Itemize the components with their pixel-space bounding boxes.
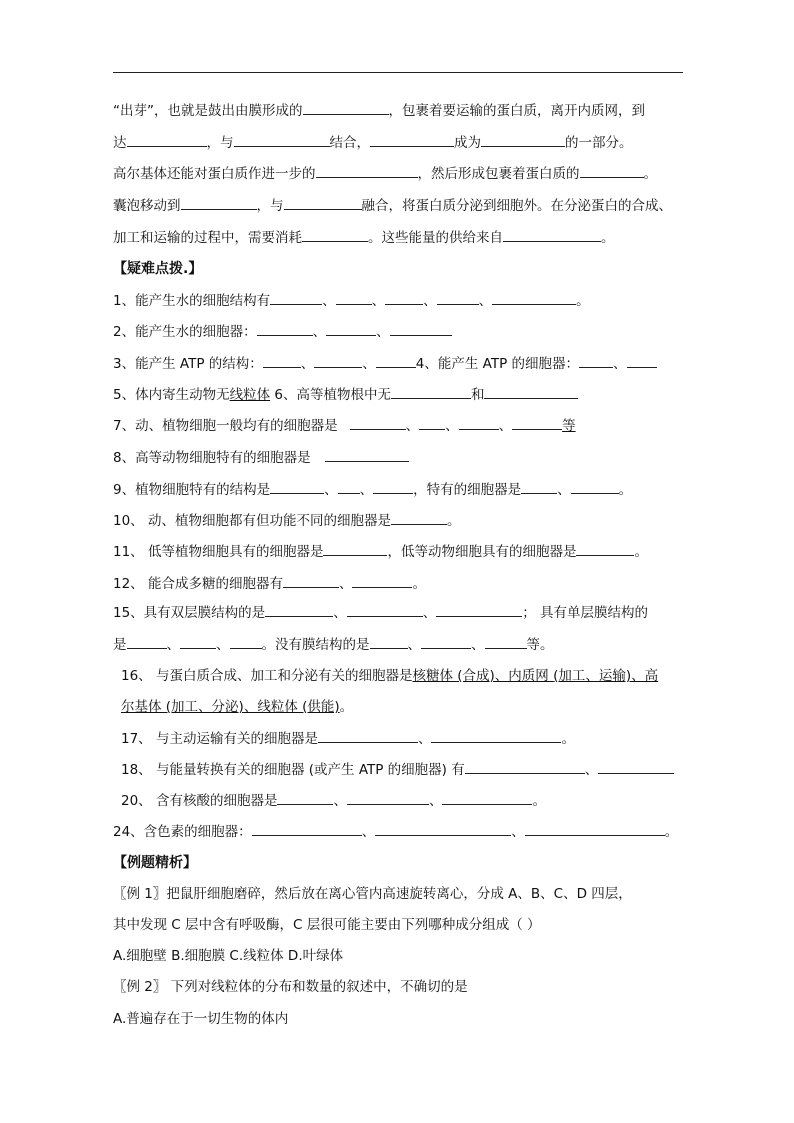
- fill-blank[interactable]: [127, 133, 207, 147]
- question-2: [113, 322, 452, 342]
- question-16-line-2: [121, 697, 353, 717]
- text: 2、能产生水的细胞器：: [113, 324, 257, 340]
- text: 。: [446, 513, 461, 529]
- text: ，与: [256, 198, 284, 214]
- fill-blank[interactable]: [270, 480, 324, 494]
- text: 24、含色素的细胞器：: [113, 824, 252, 840]
- example-1-line-2: 其中发现 C 层中含有呼吸酶，C 层很可能主要由下列哪种成分组成（ ）: [113, 917, 541, 933]
- fill-blank[interactable]: [323, 542, 387, 556]
- fill-blank[interactable]: [370, 635, 408, 649]
- fill-blank[interactable]: [525, 822, 665, 836]
- text: 17、 与主动运输有关的细胞器是: [121, 731, 318, 747]
- separator: 、: [376, 324, 390, 340]
- section-heading-examples: 【例题精析】: [113, 855, 197, 871]
- text: 9、植物细胞特有的结构是: [113, 482, 271, 498]
- separator: 、: [333, 605, 347, 621]
- fill-blank[interactable]: [376, 354, 416, 368]
- question-12: [113, 574, 426, 594]
- question-16-line-1: [121, 666, 658, 686]
- text: 结合，: [329, 135, 370, 151]
- fill-blank[interactable]: [302, 228, 368, 242]
- text: 。没有膜结构的是: [261, 637, 370, 653]
- fill-blank[interactable]: [580, 164, 644, 178]
- fill-blank[interactable]: [252, 822, 362, 836]
- fill-blank[interactable]: [579, 354, 613, 368]
- fill-blank[interactable]: [370, 133, 454, 147]
- question-11: [113, 542, 648, 562]
- text: 18、 与能量转换有关的细胞器 (或产生 ATP 的细胞器) 有: [121, 762, 465, 778]
- question-8: [113, 448, 409, 468]
- fill-blank[interactable]: [390, 322, 452, 336]
- separator: 、: [322, 293, 336, 309]
- fill-blank[interactable]: [391, 385, 471, 399]
- fill-blank[interactable]: [230, 635, 262, 649]
- fill-blank[interactable]: [576, 542, 634, 556]
- text: 1、能产生水的细胞结构有: [113, 293, 271, 309]
- separator: 、: [422, 605, 437, 621]
- text: 融合，将蛋白质分泌到细胞外。在分泌蛋白的合成、: [361, 198, 672, 214]
- separator: 、: [511, 824, 525, 840]
- text: 。这些能量的供给来自: [368, 230, 503, 246]
- text: 加工和运输的过程中，需要消耗: [113, 230, 302, 246]
- fill-blank[interactable]: [442, 791, 532, 805]
- text: ； 具有单层膜结构的: [522, 605, 648, 621]
- fill-blank[interactable]: [512, 416, 562, 430]
- text: ，与: [206, 135, 234, 151]
- fill-blank[interactable]: [325, 448, 409, 462]
- fill-blank[interactable]: [314, 354, 362, 368]
- separator: 、: [362, 356, 376, 372]
- fill-blank[interactable]: [303, 101, 389, 115]
- fill-blank[interactable]: [391, 511, 447, 525]
- fill-blank[interactable]: [347, 603, 423, 617]
- header-rule: [113, 72, 683, 73]
- separator: 、: [361, 824, 376, 840]
- text: 11、 低等植物细胞具有的细胞器是: [113, 544, 324, 560]
- separator: 、: [584, 762, 599, 778]
- separator: 、: [557, 482, 571, 498]
- text: 。: [643, 166, 657, 182]
- fill-blank[interactable]: [503, 228, 601, 242]
- fill-blank[interactable]: [352, 574, 412, 588]
- fill-blank[interactable]: [385, 291, 423, 305]
- fill-blank[interactable]: [598, 760, 674, 774]
- text: 。: [634, 544, 648, 560]
- fill-blank[interactable]: [373, 480, 413, 494]
- separator: 、: [333, 793, 347, 809]
- separator: 、: [338, 576, 353, 592]
- text: 。: [576, 293, 590, 309]
- example-2-option-a: A.普遍存在于一切生物的体内: [113, 1011, 289, 1027]
- question-18: [121, 760, 674, 780]
- text: 成为: [454, 135, 481, 151]
- fill-blank[interactable]: [521, 480, 557, 494]
- fill-blank[interactable]: [419, 416, 445, 430]
- separator: 、: [498, 418, 513, 434]
- para-line-1: [113, 101, 645, 121]
- example-1-line-1: 〖例 1〗把鼠肝细胞磨碎，然后放在离心管内高速旋转离心，分成 A、B、C、D 四层，: [113, 886, 632, 902]
- separator: 、: [312, 324, 327, 340]
- para-line-4: [113, 196, 672, 216]
- underlined-answer: 线粒体: [229, 387, 271, 403]
- text: “出芽”，也就是鼓出由膜形成的: [113, 103, 303, 119]
- text: 。: [412, 576, 426, 592]
- fill-blank[interactable]: [257, 322, 313, 336]
- separator: 、: [300, 356, 315, 372]
- fill-blank[interactable]: [234, 133, 330, 147]
- separator: 、: [428, 793, 443, 809]
- fill-blank[interactable]: [127, 635, 167, 649]
- text: 7、动、植物细胞一般均有的细胞器是: [113, 418, 338, 434]
- text: 。: [601, 230, 615, 246]
- separator: 、: [613, 356, 627, 372]
- fill-blank[interactable]: [350, 416, 406, 430]
- question-15-line-2: [113, 635, 554, 655]
- underlined-answer: 核糖体 (合成)、内质网 (加工、运输)、高: [412, 668, 659, 684]
- fill-blank[interactable]: [283, 574, 339, 588]
- para-line-2: [113, 133, 633, 153]
- text: ，然后形成包裹着蛋白质的: [417, 166, 580, 182]
- fill-blank[interactable]: [265, 603, 333, 617]
- separator: 、: [478, 293, 493, 309]
- separator: 、: [405, 418, 420, 434]
- separator: 、: [445, 418, 459, 434]
- para-line-3: [113, 164, 657, 184]
- question-10: [113, 511, 460, 531]
- question-9: [113, 480, 632, 500]
- fill-blank[interactable]: [263, 354, 301, 368]
- fill-blank[interactable]: [627, 354, 657, 368]
- fill-blank[interactable]: [347, 791, 429, 805]
- text: 15、具有双层膜结构的是: [113, 605, 266, 621]
- separator: 、: [417, 731, 432, 747]
- section-heading-difficulties: 【疑难点拨.】: [113, 261, 203, 277]
- fill-blank[interactable]: [421, 635, 471, 649]
- text: 高尔基体还能对蛋白质作进一步的: [113, 166, 316, 182]
- text: 。: [339, 699, 354, 715]
- text: 3、能产生 ATP 的结构：: [113, 356, 263, 372]
- text: ，低等动物细胞具有的细胞器是: [387, 544, 577, 560]
- fill-blank[interactable]: [284, 196, 362, 210]
- fill-blank[interactable]: [431, 729, 561, 743]
- underlined-answer: 尔基体 (加工、分泌)、线粒体 (供能): [121, 699, 340, 715]
- text: 6、高等植物根中无: [270, 387, 391, 403]
- question-24: [113, 822, 678, 842]
- text: 是: [113, 637, 127, 653]
- text: 16、 与蛋白质合成、加工和分泌有关的细胞器是: [121, 668, 413, 684]
- fill-blank[interactable]: [437, 291, 479, 305]
- text: 20、 含有核酸的细胞器是: [121, 793, 278, 809]
- separator: 、: [216, 637, 230, 653]
- para-line-5: [113, 228, 615, 248]
- separator: 、: [423, 293, 437, 309]
- example-2-line-1: 〖例 2〗 下列对线粒体的分布和数量的叙述中，不确切的是: [113, 979, 468, 995]
- text: ，特有的细胞器是: [413, 482, 522, 498]
- question-5-6: [113, 385, 578, 405]
- separator: 、: [166, 637, 180, 653]
- fill-blank[interactable]: [375, 822, 511, 836]
- fill-blank[interactable]: [318, 729, 418, 743]
- separator: 、: [359, 482, 374, 498]
- fill-blank[interactable]: [484, 385, 578, 399]
- text: 5、体内寄生动物无: [113, 387, 230, 403]
- separator: 、: [407, 637, 421, 653]
- question-1: [113, 291, 590, 311]
- text: 的一部分。: [565, 135, 633, 151]
- question-20: [121, 791, 546, 811]
- fill-blank[interactable]: [270, 291, 322, 305]
- question-17: [121, 729, 575, 749]
- text: 囊泡移动到: [113, 198, 181, 214]
- separator: 、: [324, 482, 338, 498]
- separator: 、: [371, 293, 386, 309]
- question-15-line-1: [113, 603, 648, 623]
- text: 。: [561, 731, 575, 747]
- fill-blank[interactable]: [465, 760, 585, 774]
- text: 等: [562, 418, 576, 434]
- example-1-options: A.细胞壁 B.细胞膜 C.线粒体 D.叶绿体: [113, 948, 344, 964]
- text: 10、 动、植物细胞都有但功能不同的细胞器是: [113, 513, 391, 529]
- separator: 、: [471, 637, 485, 653]
- fill-blank[interactable]: [481, 133, 565, 147]
- text: 。: [532, 793, 546, 809]
- text: 达: [113, 135, 127, 151]
- fill-blank[interactable]: [338, 480, 360, 494]
- fill-blank[interactable]: [181, 196, 257, 210]
- text: 。: [664, 824, 679, 840]
- text: 4、能产生 ATP 的细胞器：: [415, 356, 579, 372]
- text: 。: [618, 482, 633, 498]
- question-7: [113, 416, 576, 436]
- fill-blank[interactable]: [492, 291, 576, 305]
- fill-blank[interactable]: [459, 416, 499, 430]
- fill-blank[interactable]: [485, 635, 527, 649]
- fill-blank[interactable]: [436, 603, 522, 617]
- fill-blank[interactable]: [277, 791, 333, 805]
- text: 12、 能合成多糖的细胞器有: [113, 576, 283, 592]
- text: ，包裹着要运输的蛋白质，离开内质网，到: [388, 103, 645, 119]
- fill-blank[interactable]: [571, 480, 619, 494]
- fill-blank[interactable]: [180, 635, 216, 649]
- fill-blank[interactable]: [336, 291, 372, 305]
- text: 和: [470, 387, 485, 403]
- text: 等。: [526, 637, 554, 653]
- fill-blank[interactable]: [326, 322, 376, 336]
- fill-blank[interactable]: [316, 164, 418, 178]
- text: 8、高等动物细胞特有的细胞器是: [113, 450, 311, 466]
- question-3-4: [113, 354, 657, 374]
